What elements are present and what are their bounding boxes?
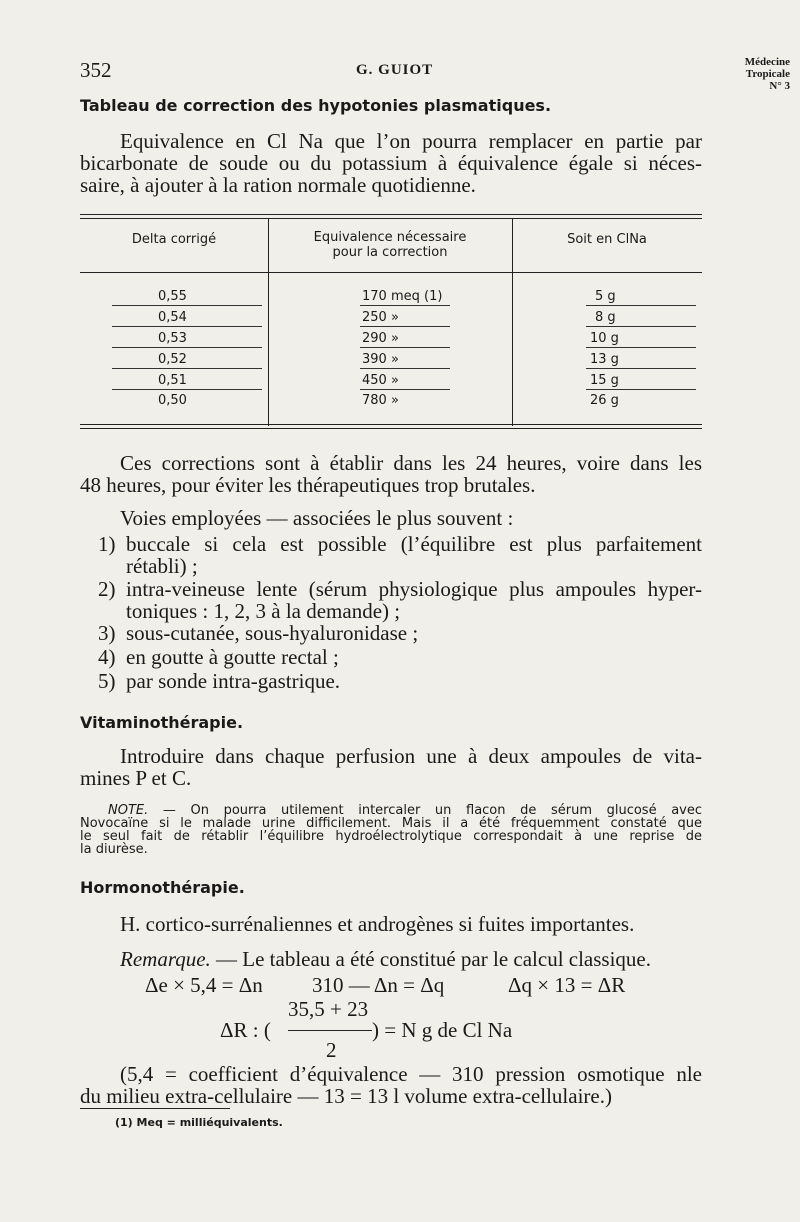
intro-line-3: saire, à ajouter à la ration normale quotidienne. — [80, 173, 476, 197]
row-line-0c — [586, 305, 696, 306]
cell-equiv-0: 170 meq (1) — [362, 289, 443, 304]
fraction-bar — [288, 1030, 372, 1031]
journal-label — [745, 56, 790, 92]
note-line-2: Novocaïne si le malade urine difficilement. Mais il a été fréquemment constaté que — [80, 816, 702, 831]
row-line-4c — [586, 389, 696, 390]
equation-1: Δe × 5,4 = Δn — [145, 973, 263, 997]
table-bottom-rule-2 — [80, 428, 702, 429]
row-line-1c — [586, 326, 696, 327]
voie-num-5: 5) — [98, 669, 116, 693]
table-col-divider-2 — [512, 218, 513, 426]
cell-equiv-1: 250 » — [362, 310, 399, 325]
section-title-vitamino: Vitaminothérapie. — [80, 713, 244, 732]
running-head-author: G. GUIOT — [356, 62, 434, 78]
voie-num-3: 3) — [98, 621, 116, 645]
equation-2: 310 — Δn = Δq — [312, 973, 445, 997]
table-bottom-rule — [80, 424, 702, 425]
cell-delta-0: 0,55 — [158, 289, 187, 304]
corrections-line-2: 48 heures, pour éviter les thérapeutiques trop brutales. — [80, 473, 536, 497]
header-equivalence — [268, 230, 512, 260]
note-line-3: le seul fait de rétablir l’équilibre hydroélectrolytique correspondait à une reprise de — [80, 829, 702, 844]
section-title-hormono: Hormonothérapie. — [80, 878, 245, 897]
voie-item-1 — [98, 533, 702, 577]
explanation-line-1: (5,4 = coefficient d’équivalence — 310 pression osmotique nle — [120, 1062, 702, 1086]
intro-line-1: Equivalence en Cl Na que l’on pourra remplacer en partie par — [120, 129, 702, 153]
note-line-4: la diurèse. — [80, 842, 148, 857]
hormono-line-1: H. cortico-surrénaliennes et androgènes si fuites importantes. — [120, 912, 635, 936]
header-equivalence-line-1: Equivalence nécessaire — [313, 230, 467, 245]
cell-clna-2: 10 g — [590, 331, 619, 346]
voie-text-5: par sonde intra-gastrique. — [126, 669, 341, 693]
note-line-1: — On pourra utilement intercaler un flacon de sérum glucosé avec — [162, 803, 702, 818]
cell-delta-4: 0,51 — [158, 373, 187, 388]
voie-text-2b: toniques : 1, 2, 3 à la demande) ; — [126, 599, 401, 623]
footnote: (1) Meq = milliéquivalents. — [115, 1116, 283, 1129]
voie-item-2 — [98, 578, 702, 622]
note-label: NOTE. — [108, 803, 149, 818]
cell-clna-5: 26 g — [590, 393, 619, 408]
cell-equiv-2: 290 » — [362, 331, 399, 346]
voie-num-4: 4) — [98, 645, 116, 669]
journal-line-1: Médecine — [744, 56, 790, 68]
fraction-right: ) = N g de Cl Na — [372, 1018, 513, 1042]
intro-line-2: bicarbonate de soude ou du potassium à équivalence égale si néces- — [80, 151, 702, 175]
cell-delta-5: 0,50 — [158, 393, 187, 408]
corrections-paragraph — [80, 452, 702, 496]
voie-item-3 — [98, 622, 702, 644]
corrections-line-1: Ces corrections sont à établir dans les 24 heures, voire dans les — [120, 451, 702, 475]
cell-delta-1: 0,54 — [158, 310, 187, 325]
hormono-paragraph — [80, 913, 702, 935]
note-paragraph — [80, 804, 702, 856]
section-title-tableau: Tableau de correction des hypotonies plasmatiques. — [80, 96, 552, 115]
cell-equiv-3: 390 » — [362, 352, 399, 367]
cell-clna-0: 5 g — [595, 289, 616, 304]
header-delta: Delta corrigé — [131, 232, 217, 247]
row-line-3c — [586, 368, 696, 369]
vitamino-line-1: Introduire dans chaque perfusion une à deux ampoules de vita- — [120, 744, 702, 768]
voie-text-1a: buccale si cela est possible (l’équilibre est plus parfaitement — [126, 532, 702, 556]
vitamino-line-2: mines P et C. — [80, 766, 192, 790]
voie-text-3: sous-cutanée, sous-hyaluronidase ; — [126, 621, 419, 645]
page-number: 352 — [80, 58, 112, 82]
row-line-1b — [360, 326, 450, 327]
cell-delta-3: 0,52 — [158, 352, 187, 367]
cell-clna-4: 15 g — [590, 373, 619, 388]
cell-clna-1: 8 g — [595, 310, 616, 325]
voies-intro-text: Voies employées — associées le plus souvent : — [120, 506, 514, 530]
fraction-numerator: 35,5 + 23 — [288, 997, 369, 1021]
cell-delta-2: 0,53 — [158, 331, 187, 346]
remarque-label: Remarque. — [120, 947, 211, 971]
row-line-0b — [360, 305, 450, 306]
row-line-3a — [112, 368, 262, 369]
header-equivalence-line-2: pour la correction — [332, 245, 448, 260]
row-line-1a — [112, 326, 262, 327]
journal-line-3: N° 3 — [769, 80, 790, 92]
cell-clna-3: 13 g — [590, 352, 619, 367]
explanation-line-2: du milieu extra-cellulaire — 13 = 13 l volume extra-cellulaire.) — [80, 1084, 612, 1108]
voie-item-5 — [98, 670, 702, 692]
voie-text-2a: intra-veineuse lente (sérum physiologique plus ampoules hyper- — [126, 577, 702, 601]
row-line-4a — [112, 389, 262, 390]
row-line-0a — [112, 305, 262, 306]
cell-equiv-5: 780 » — [362, 393, 399, 408]
table-header-rule — [80, 272, 702, 273]
row-line-2b — [360, 347, 450, 348]
row-line-2c — [586, 347, 696, 348]
row-line-3b — [360, 368, 450, 369]
voie-num-2: 2) — [98, 577, 116, 601]
voies-intro — [80, 507, 702, 529]
voie-text-4: en goutte à goutte rectal ; — [126, 645, 339, 669]
row-line-2a — [112, 347, 262, 348]
vitamino-paragraph — [80, 745, 702, 789]
voie-text-1b: rétabli) ; — [126, 554, 198, 578]
footnote-rule — [80, 1108, 230, 1109]
equation-3: Δq × 13 = ΔR — [508, 973, 626, 997]
voie-item-4 — [98, 646, 702, 668]
journal-line-2: Tropicale — [745, 68, 790, 80]
row-line-4b — [360, 389, 450, 390]
fraction-denominator: 2 — [326, 1038, 337, 1062]
intro-paragraph — [80, 130, 702, 196]
voie-num-1: 1) — [98, 532, 116, 556]
cell-equiv-4: 450 » — [362, 373, 399, 388]
table-top-rule — [80, 214, 702, 215]
table-top-rule-2 — [80, 218, 702, 219]
header-clna: Soit en ClNa — [567, 232, 647, 247]
explanation-paragraph — [80, 1063, 702, 1107]
remarque-paragraph — [80, 948, 702, 970]
remarque-text: — Le tableau a été constitué par le calcul classique. — [216, 947, 652, 971]
fraction-left: ΔR : ( — [220, 1018, 271, 1042]
